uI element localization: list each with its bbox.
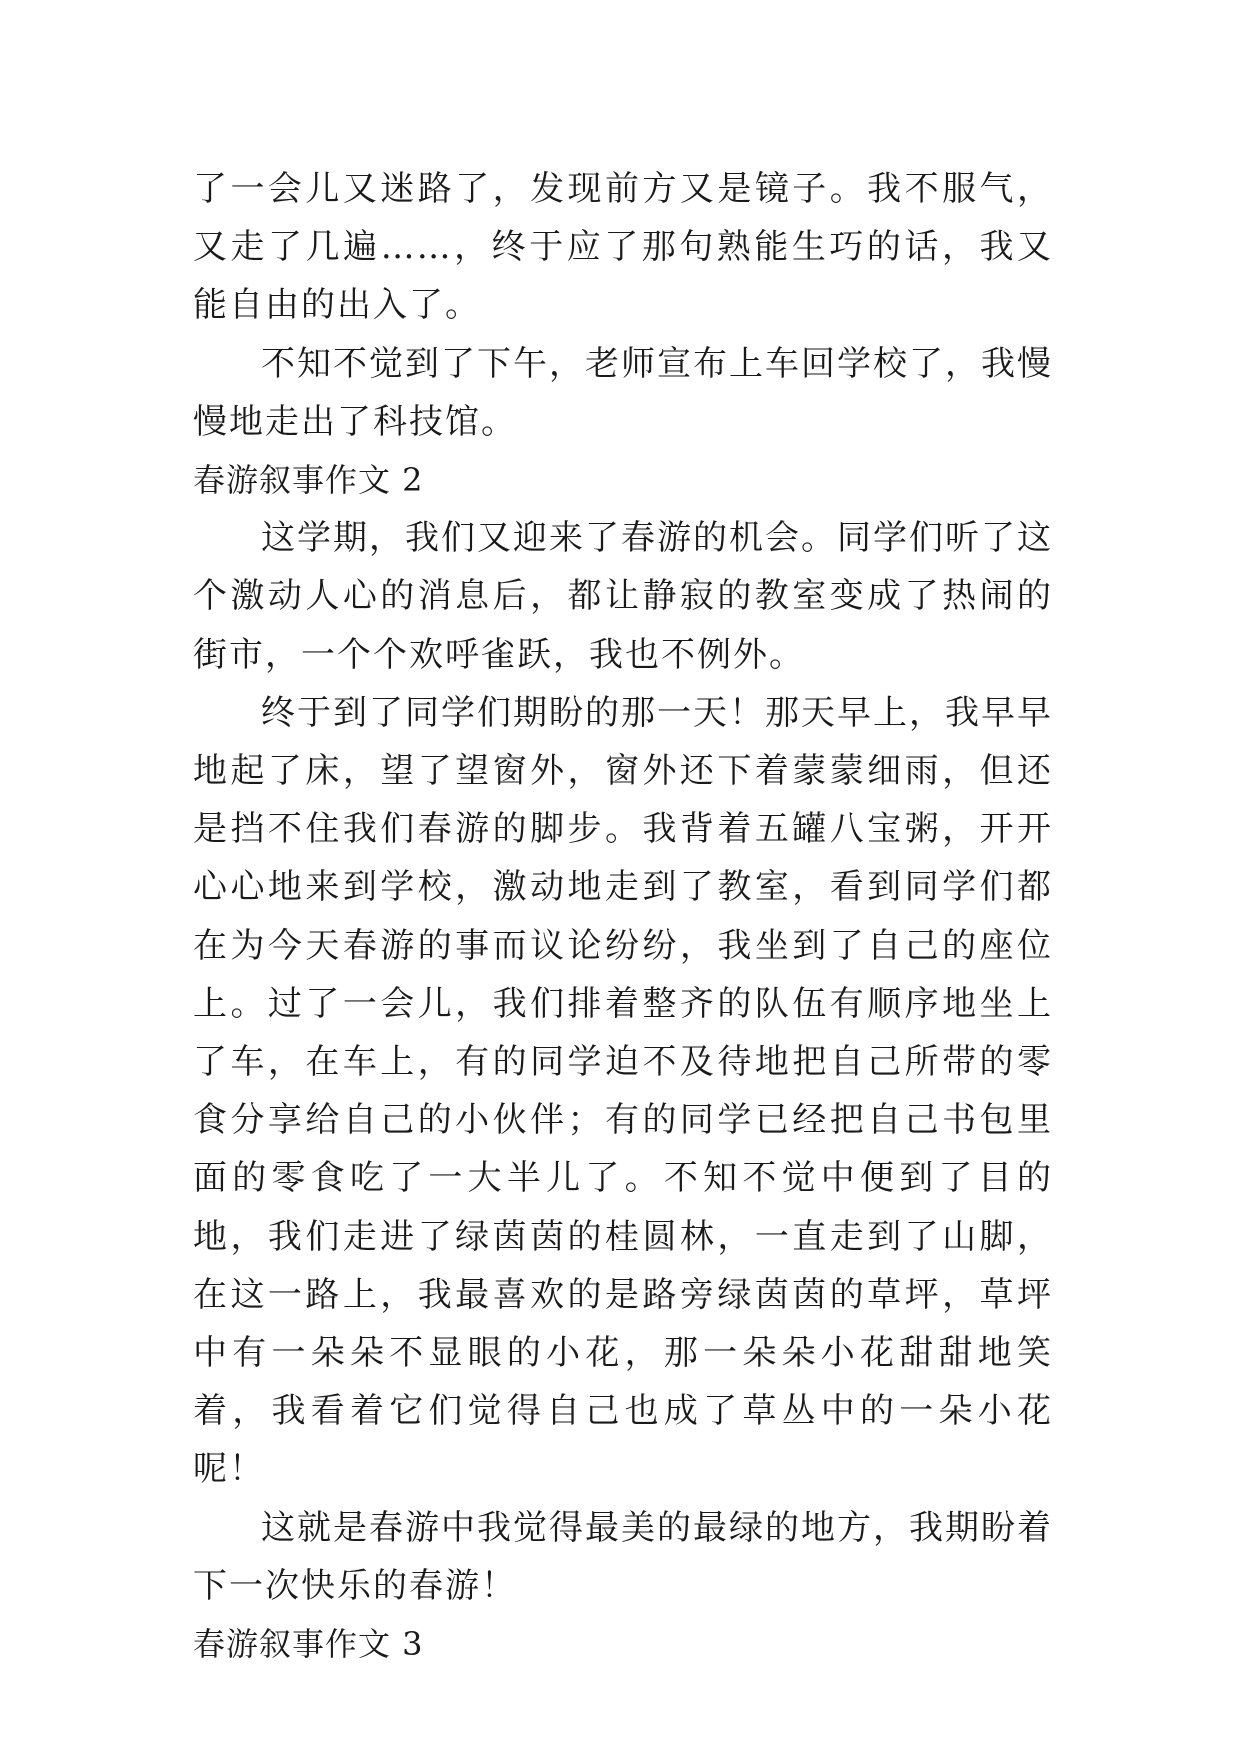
essay-heading-2: 春游叙事作文 2 [193,461,424,500]
paragraph-leaving-museum: 不知不觉到了下午，老师宣布上车回学校了，我慢慢地走出了科技馆。 [193,343,1053,442]
paragraph-continuation: 了一会儿又迷路了，发现前方又是镜子。我不服气，又走了几遍……，终于应了那句熟能生巧的话，我又能自由的出入了。 [193,169,1053,326]
essay-heading-3: 春游叙事作文 3 [193,1625,424,1664]
paragraph-outing-day: 终于到了同学们期盼的那一天！那天早上，我早早地起了床，望了望窗外，窗外还下着蒙蒙细雨，但还是挡不住我们春游的脚步。我背着五罐八宝粥，开开心心地来到学校，激动地走到了教室，看到同学们都在为今天春游的事而议论纷纷，我坐到了自己的座位上。过了一会儿，我们排着整齐的队伍有顺序地坐上了车，在车上，有的同学迫不及待地把自己所带的零食分享给自己的小伙伴；有的同学已经把自己书包里面的零食吃了一大半儿了。不知不觉中便到了目的地，我们走进了绿茵茵的桂圆林，一直走到了山脚，在这一路上，我最喜欢的是路旁绿茵茵的草坪，草坪中有一朵朵不显眼的小花，那一朵朵小花甜甜地笑着，我看着它们觉得自己也成了草丛中的一朵小花呢！ [193,692,1053,1490]
paragraph-conclusion: 这就是春游中我觉得最美的最绿的地方，我期盼着下一次快乐的春游！ [193,1507,1053,1606]
paragraph-spring-outing-news: 这学期，我们又迎来了春游的机会。同学们听了这个激动人心的消息后，都让静寂的教室变成了热闹的街市，一个个欢呼雀跃，我也不例外。 [193,518,1053,675]
document-body [193,160,1053,1673]
